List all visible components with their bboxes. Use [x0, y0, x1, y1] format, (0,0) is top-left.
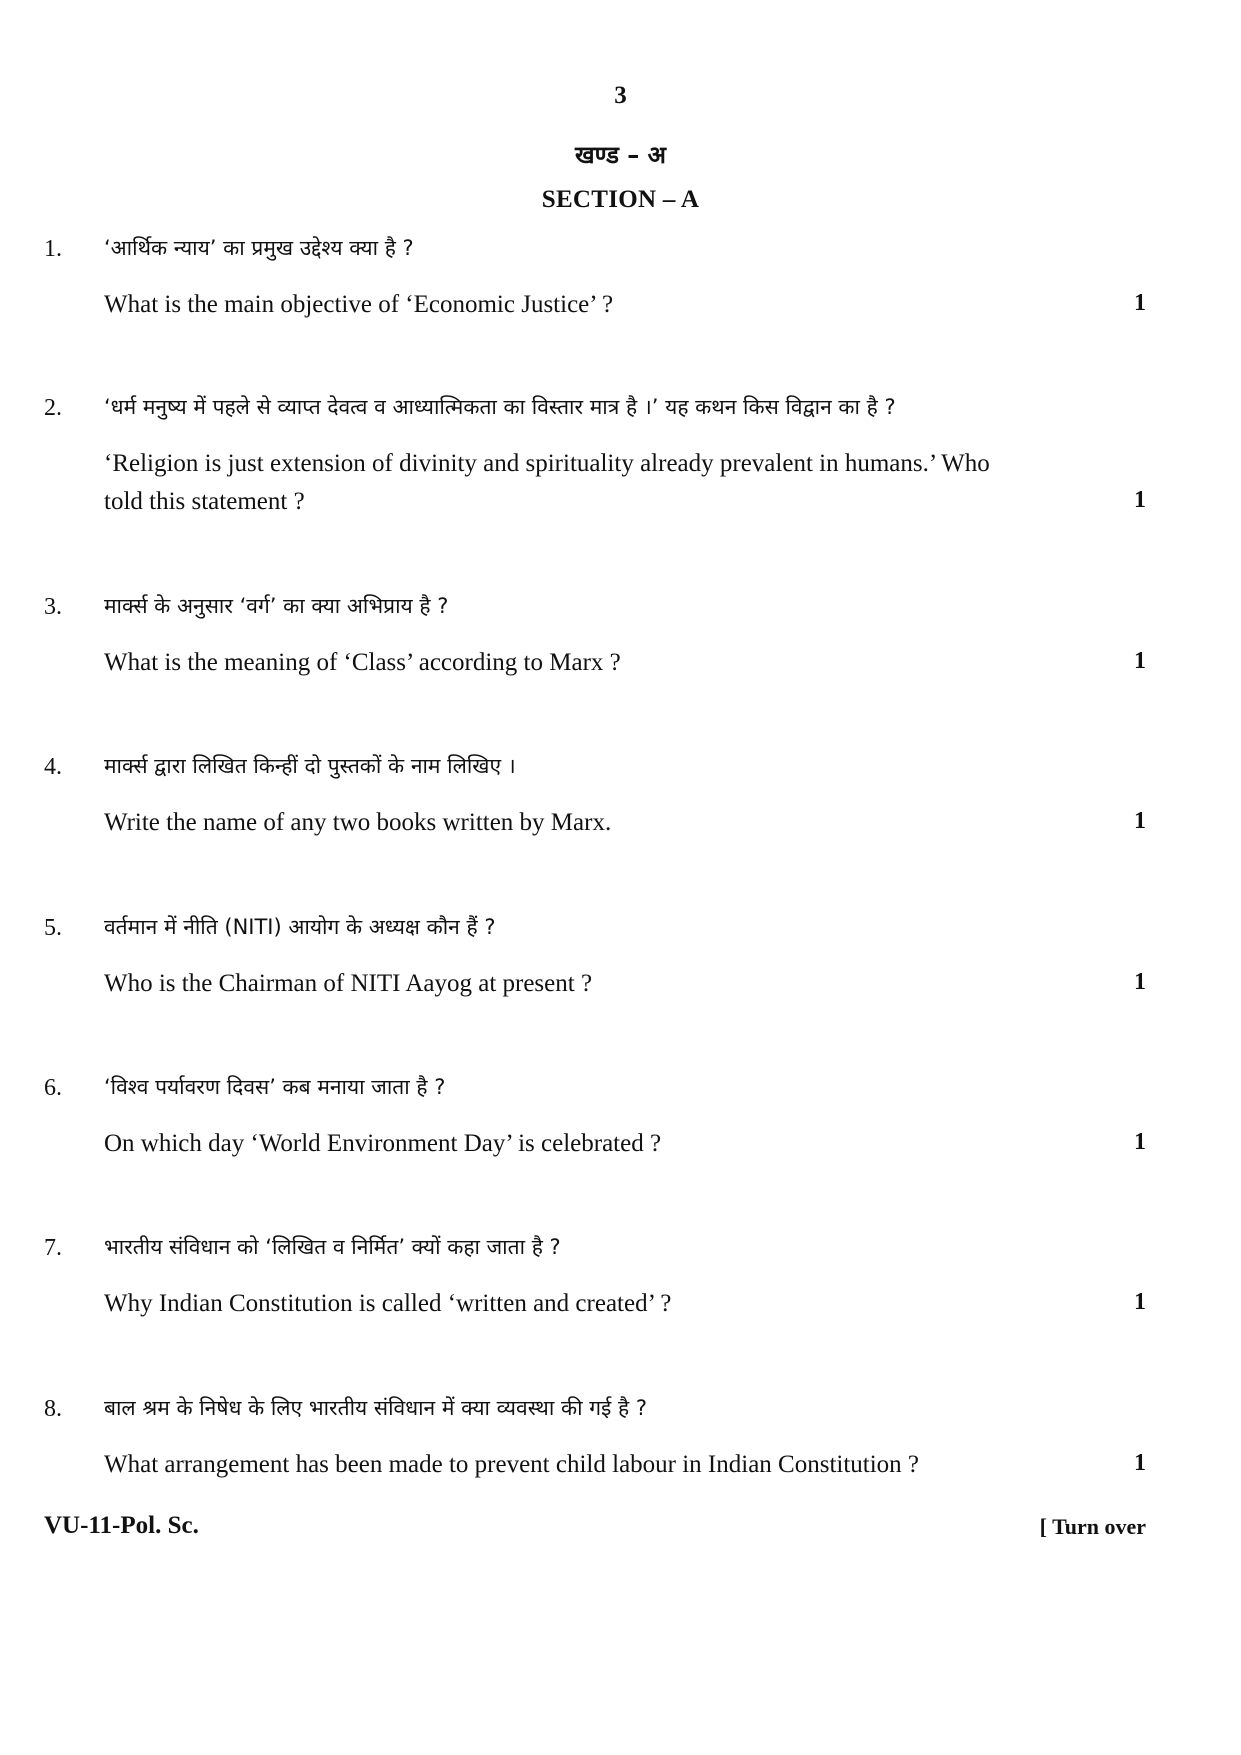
question-number: 6. [44, 1075, 62, 1101]
page-number: 3 [614, 82, 627, 109]
question-marks: 1 [1134, 1129, 1146, 1155]
question-english-line: What arrangement has been made to prevent child labour in Indian Constitution ? [104, 1451, 920, 1478]
question-marks: 1 [1134, 969, 1146, 995]
question-english-line: ‘Religion is just extension of divinity and spirituality already prevalent in humans.’ Who [104, 450, 990, 477]
question-number: 5. [44, 915, 62, 941]
question-text-english [104, 1125, 661, 1163]
question-text-english [104, 1446, 919, 1484]
question-text-hindi: ‘आर्थिक न्याय’ का प्रमुख उद्देश्य क्या है ? [104, 236, 414, 260]
question-text-english [104, 445, 990, 521]
question-english-line: What is the meaning of ‘Class’ according to Marx ? [104, 649, 621, 676]
question-text-english [104, 1285, 671, 1323]
question-text-english [104, 804, 611, 842]
question-text-english [104, 644, 621, 682]
question-number: 2. [44, 395, 62, 421]
question-english-line: On which day ‘World Environment Day’ is celebrated ? [104, 1130, 662, 1157]
question-text-english [104, 286, 613, 324]
question-text-hindi: ‘विश्व पर्यावरण दिवस’ कब मनाया जाता है ? [104, 1075, 446, 1099]
question-marks: 1 [1134, 1450, 1146, 1476]
question-english-line: Write the name of any two books written by Marx. [104, 809, 612, 836]
question-marks: 1 [1134, 648, 1146, 674]
question-text-hindi: वर्तमान में नीति (NITI) आयोग के अध्यक्ष कौन हैं ? [104, 915, 496, 939]
question-marks: 1 [1134, 290, 1146, 316]
paper-code: VU-11-Pol. Sc. [44, 1512, 199, 1539]
question-text-hindi: मार्क्स के अनुसार ‘वर्ग’ का क्या अभिप्राय है ? [104, 594, 449, 618]
turn-over-note: [ Turn over [1039, 1514, 1146, 1539]
question-marks: 1 [1134, 1289, 1146, 1315]
question-number: 8. [44, 1396, 62, 1422]
question-english-line: told this statement ? [104, 488, 305, 515]
section-heading-hindi: खण्ड – अ [575, 141, 666, 169]
question-text-english [104, 965, 592, 1003]
question-text-hindi: ‘धर्म मनुष्य में पहले से व्याप्त देवत्व व आध्यात्मिकता का विस्तार मात्र है ।’ यह कथन किस विद्वान का है ? [104, 395, 896, 419]
question-text-hindi: भारतीय संविधान को ‘लिखित व निर्मित’ क्यों कहा जाता है ? [104, 1235, 561, 1259]
question-english-line: Why Indian Constitution is called ‘written and created’ ? [104, 1290, 672, 1317]
question-english-line: What is the main objective of ‘Economic Justice’ ? [104, 291, 614, 318]
question-number: 1. [44, 236, 62, 262]
question-marks: 1 [1134, 487, 1146, 513]
question-text-hindi: मार्क्स द्वारा लिखित किन्हीं दो पुस्तकों के नाम लिखिए । [104, 754, 516, 778]
question-number: 3. [44, 594, 62, 620]
question-number: 4. [44, 754, 62, 780]
question-text-hindi: बाल श्रम के निषेध के लिए भारतीय संविधान में क्या व्यवस्था की गई है ? [104, 1396, 647, 1420]
question-english-line: Who is the Chairman of NITI Aayog at present ? [104, 970, 593, 997]
question-number: 7. [44, 1235, 62, 1261]
section-heading: SECTION – A [541, 186, 700, 213]
question-marks: 1 [1134, 808, 1146, 834]
